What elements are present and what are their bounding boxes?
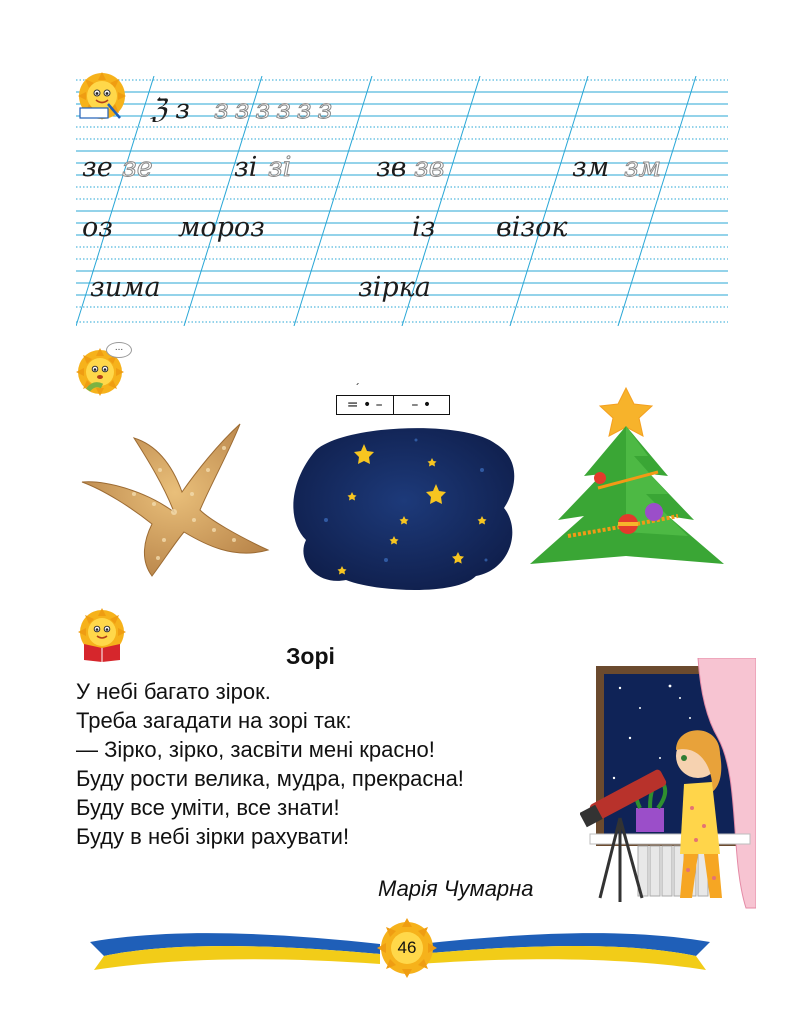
- girl-telescope-picture: [580, 658, 756, 910]
- stress-mark: ´: [356, 381, 360, 395]
- cursive-syllable-zv: зв: [376, 152, 407, 183]
- poem-line: Треба загадати на зорі так:: [76, 708, 352, 733]
- poem-line: Буду все уміти, все знати!: [76, 795, 340, 820]
- cursive-trace-zv: зв: [414, 152, 445, 183]
- sun-reading-icon: [74, 606, 130, 662]
- cursive-syllable-zi: зі: [234, 152, 258, 183]
- cursive-syllable-ze: зе: [82, 152, 113, 183]
- page-number: 46: [397, 938, 417, 957]
- cursive-word-oz: оз: [82, 212, 113, 243]
- sound-scheme: [336, 395, 450, 415]
- cursive-word-iz: із: [412, 212, 436, 243]
- poem-line: У небі багато зірок.: [76, 679, 271, 704]
- speech-bubble-icon: ...: [106, 342, 132, 358]
- cursive-trace-ze: зе: [122, 152, 153, 183]
- starfish-picture: [74, 420, 274, 580]
- sun-writing-icon: [74, 70, 130, 126]
- cursive-letter-sample: ℨ з: [150, 94, 190, 125]
- christmas-tree-picture: [528, 376, 726, 572]
- cursive-trace-zm: зм: [624, 152, 662, 183]
- night-sky-picture: [286, 420, 522, 594]
- cursive-word-zyma: зима: [90, 272, 161, 303]
- poem-author: Марія Чумарна: [378, 876, 534, 901]
- scheme-cell-2: – •: [393, 396, 450, 414]
- scheme-cell-1: = • –: [346, 397, 383, 413]
- cursive-trace-zi: зі: [268, 152, 292, 183]
- cursive-word-moroz: мороз: [178, 212, 265, 243]
- poem-text: [76, 677, 464, 851]
- cursive-word-zirka: зірка: [358, 272, 431, 303]
- poem-line: — Зірко, зірко, засвіти мені красно!: [76, 737, 435, 762]
- cursive-syllable-zm: зм: [572, 152, 610, 183]
- cursive-word-vizok: візок: [496, 212, 568, 243]
- poem-line: Буду рости велика, мудра, прекрасна!: [76, 766, 464, 791]
- copybook-ruling: [76, 76, 728, 326]
- cursive-trace-letters: зззззз: [214, 94, 339, 125]
- poem-line: Буду в небі зірки рахувати!: [76, 824, 350, 849]
- poem-title: Зорі: [286, 643, 335, 669]
